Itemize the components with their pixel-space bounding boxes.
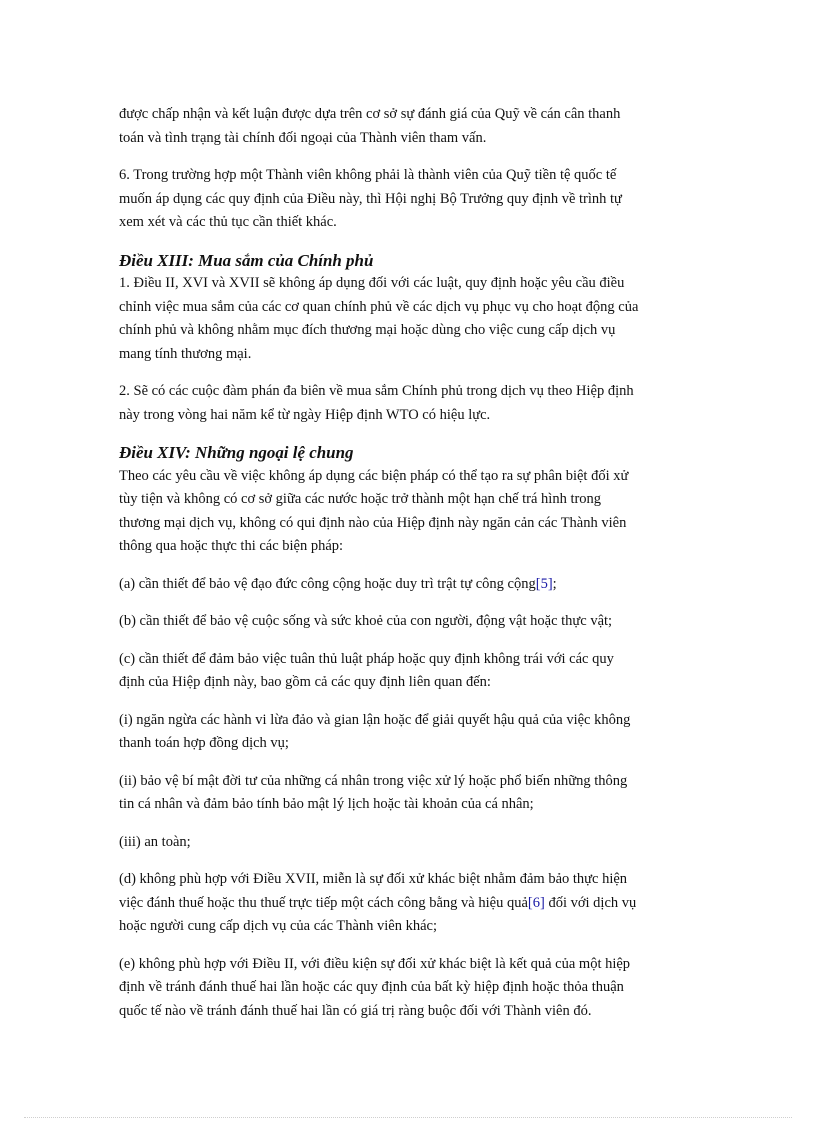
footnote-link-6[interactable]: [6] — [527, 894, 545, 911]
text-line: muốn áp dụng các quy định của Điều này, thì Hội nghị Bộ Trưởng quy định về trình tự — [119, 190, 622, 207]
clause-a-text: (a) cần thiết để bảo vệ đạo đức công cộng hoặc duy trì trật tự công cộng — [119, 575, 536, 592]
clause-d-text: việc đánh thuế hoặc thu thuế trực tiếp một cách công bằng và hiệu quả — [119, 894, 528, 911]
clause-b — [119, 610, 699, 634]
clause-a — [119, 573, 699, 597]
text-line: quốc tế nào về tránh đánh thuế hai lần có giá trị ràng buộc đối với Thành viên đó. — [119, 1002, 592, 1019]
text-line: thương mại dịch vụ, không có qui định nào của Hiệp định này ngăn cản các Thành viên — [119, 514, 627, 531]
text-line: chỉnh việc mua sắm của các cơ quan chính phủ về các dịch vụ phục vụ cho hoạt động của — [119, 298, 639, 315]
article-xiii-paragraph-2 — [119, 380, 699, 427]
text-line: thông qua hoặc thực thi các biện pháp: — [119, 538, 344, 554]
text-line: (i) ngăn ngừa các hành vi lừa đảo và gian lận hoặc để giải quyết hậu quả của việc không — [119, 711, 631, 728]
article-xiii-heading: Điều XIII: Mua sắm của Chính phủ — [119, 250, 374, 270]
article-xiv-heading: Điều XIV: Những ngoại lệ chung — [119, 443, 354, 462]
footnote-link-5[interactable]: [5] — [535, 575, 553, 592]
text-line: định về tránh đánh thuế hai lần hoặc các quy định của bất kỳ hiệp định hoặc thỏa thuận — [119, 979, 624, 995]
text-line: Theo các yêu cầu về việc không áp dụng các biện pháp có thể tạo ra sự phân biệt đối xử — [119, 467, 629, 484]
text-line: mang tính thương mại. — [119, 345, 252, 362]
clause-d-text-cont: đối với dịch vụ — [544, 894, 637, 911]
clause-i — [119, 709, 699, 756]
text-line — [119, 573, 699, 597]
text-line: (c) cần thiết để đảm bảo việc tuân thủ luật pháp hoặc quy định không trái với các quy — [119, 650, 614, 667]
clause-ii — [119, 770, 699, 817]
paragraph-continuation — [119, 103, 699, 150]
text-line: (iii) an toàn; — [119, 833, 191, 850]
text-line: thanh toán hợp đồng dịch vụ; — [119, 735, 289, 751]
article-xiii-paragraph-1 — [119, 272, 699, 366]
paragraph-6 — [119, 164, 699, 235]
text-line: định của Hiệp định này, bao gồm cả các quy định liên quan đến: — [119, 674, 491, 690]
document-body — [119, 103, 699, 1037]
clause-d — [119, 868, 699, 939]
text-line: tùy tiện và không có cơ sở giữa các nước hoặc trở thành một hạn chế trá hình trong — [119, 491, 602, 507]
text-line: chính phủ và không nhằm mục đích thương mại hoặc dùng cho việc cung cấp dịch vụ — [119, 322, 616, 338]
text-line: 6. Trong trường hợp một Thành viên không phải là thành viên của Quỹ tiền tệ quốc tế — [119, 167, 617, 183]
clause-a-end: ; — [552, 575, 557, 592]
article-xiv-intro — [119, 465, 699, 559]
clause-c — [119, 648, 699, 695]
text-line: tin cá nhân và đảm bảo tính bảo mật lý lịch hoặc tài khoản của cá nhân; — [119, 796, 534, 812]
clause-iii — [119, 831, 699, 855]
text-line: được chấp nhận và kết luận được dựa trên cơ sở sự đánh giá của Quỹ về cán cân thanh — [119, 106, 621, 122]
text-line: toán và tình trạng tài chính đối ngoại của Thành viên tham vấn. — [119, 129, 487, 146]
text-line: này trong vòng hai năm kể từ ngày Hiệp định WTO có hiệu lực. — [119, 406, 491, 423]
text-line: 1. Điều II, XVI và XVII sẽ không áp dụng đối với các luật, quy định hoặc yêu cầu điều — [119, 275, 625, 291]
text-line: (ii) bảo vệ bí mật đời tư của những cá nhân trong việc xử lý hoặc phổ biến những thông — [119, 772, 628, 789]
text-line: xem xét và các thủ tục cần thiết khác. — [119, 214, 337, 230]
text-line: (b) cần thiết để bảo vệ cuộc sống và sức khoẻ của con người, động vật hoặc thực vật; — [119, 613, 613, 629]
clause-e — [119, 953, 699, 1024]
text-line: hoặc người cung cấp dịch vụ của các Thành viên khác; — [119, 918, 438, 934]
text-line: (d) không phù hợp với Điều XVII, miễn là sự đối xử khác biệt nhằm đảm bảo thực hiện — [119, 871, 628, 887]
text-line: (e) không phù hợp với Điều II, với điều kiện sự đối xử khác biệt là kết quả của một hiệp — [119, 955, 631, 972]
text-line — [119, 892, 699, 916]
text-line: 2. Sẽ có các cuộc đàm phán đa biên về mua sắm Chính phủ trong dịch vụ theo Hiệp định — [119, 383, 634, 399]
page-bottom-divider — [24, 1117, 792, 1118]
